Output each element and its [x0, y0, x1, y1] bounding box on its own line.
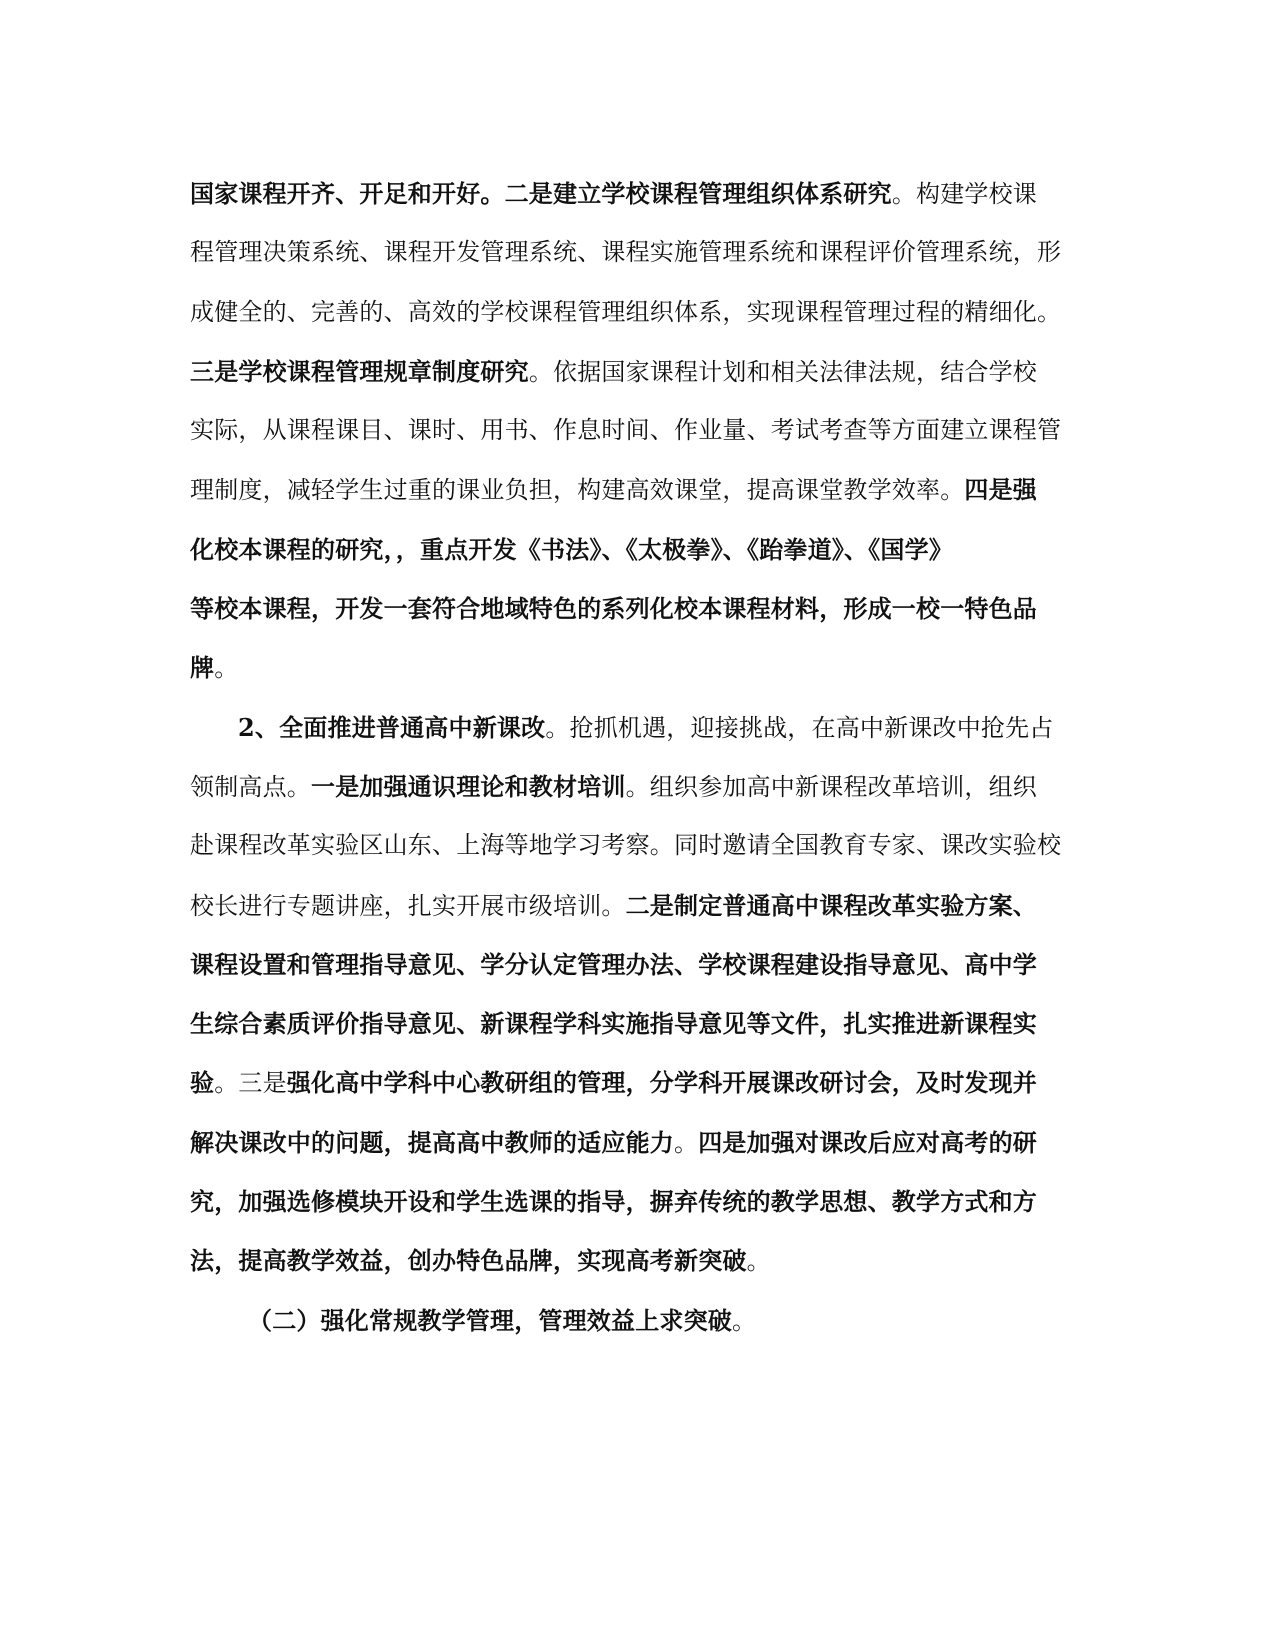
text-run: 。三是 — [214, 1069, 287, 1098]
text-run: 成健全的、完善的、高效的学校课程管理组织体系，实现课程管理过程的精细化。 — [190, 297, 1062, 326]
text-run: 课程设置和管理指导意见、学分认定管理办法、学校课程建设指导意见、高中学 — [190, 949, 1037, 979]
text-run: 四是强 — [964, 475, 1038, 505]
text-line-12 — [190, 816, 1088, 875]
text-line-15 — [190, 994, 1088, 1053]
text-line-9 — [190, 638, 1088, 697]
text-line-17 — [190, 1113, 1088, 1172]
text-run: 强化高中学科中心教研组的管理，分学科开展课改研讨会，及时发现并 — [286, 1068, 1038, 1098]
text-run: 。 — [674, 1128, 699, 1157]
text-run: 。 — [214, 654, 239, 683]
text-line-2 — [190, 223, 1088, 282]
text-line-6 — [190, 460, 1088, 519]
text-run: 。组织参加高中新课程改革培训，组织 — [625, 772, 1038, 801]
text-line-3 — [190, 283, 1088, 342]
text-run: 理制度，减轻学生过重的课业负担，构建高效课堂，提高课堂教学效率。 — [190, 476, 965, 505]
text-run: 化校本课程的研究，，重点开发《书法》、《太极拳》、《跆拳道》、《国学》 — [190, 534, 953, 564]
text-run: 验 — [190, 1068, 215, 1098]
text-run: 2、全面推进普通高中新课改 — [238, 712, 546, 742]
text-line-7 — [190, 520, 1088, 579]
text-run: 领制高点。 — [190, 772, 311, 801]
text-run: 。抢抓机遇，迎接挑战，在高中新课改中抢先占 — [545, 713, 1054, 742]
text-line-13 — [190, 876, 1088, 935]
text-run: 程管理决策系统、课程开发管理系统、课程实施管理系统和课程评价管理系统，形 — [190, 238, 1062, 267]
text-run: 四是加强对课改后应对高考的研 — [698, 1127, 1038, 1157]
text-line-16 — [190, 1053, 1088, 1112]
text-line-4 — [190, 342, 1088, 401]
text-line-1 — [190, 164, 1088, 223]
text-run: 一是加强通识理论和教材培训 — [311, 771, 626, 801]
document-body — [190, 164, 1088, 1350]
text-run: 等校本课程，开发一套符合地域特色的系列化校本课程材料，形成一校一特色品 — [190, 594, 1037, 624]
text-run: 二是制定普通高中课程改革实验方案、 — [625, 890, 1038, 920]
text-run: 法，提高教学效益，创办特色品牌，实现高考新突破 — [190, 1246, 747, 1276]
text-run: 三是学校课程管理规章制度研究 — [190, 356, 529, 386]
text-run: 究，加强选修模块开设和学生选课的指导，摒弃传统的教学思想、教学方式和方 — [190, 1187, 1037, 1217]
text-run: （二）强化常规教学管理，管理效益上求突破 — [248, 1305, 732, 1335]
text-run: 实际，从课程课目、课时、用书、作息时间、作业量、考试考查等方面建立课程管 — [190, 416, 1062, 445]
text-line-11 — [190, 757, 1088, 816]
text-line-19 — [190, 1231, 1088, 1290]
text-run: 解决课改中的问题，提高高中教师的适应能力 — [190, 1127, 674, 1157]
text-line-5 — [190, 401, 1088, 460]
text-line-8 — [190, 579, 1088, 638]
text-run: 校长进行专题讲座，扎实开展市级培训。 — [190, 891, 626, 920]
text-run: 牌 — [190, 653, 215, 683]
text-run: 赴课程改革实验区山东、上海等地学习考察。同时邀请全国教育专家、课改实验校 — [190, 831, 1062, 860]
section-heading — [190, 1291, 1088, 1350]
text-line-14 — [190, 935, 1088, 994]
text-line-10 — [190, 698, 1088, 757]
text-run: 。 — [746, 1247, 771, 1276]
text-run: 。依据国家课程计划和相关法律法规，结合学校 — [528, 357, 1038, 386]
text-run: 国家课程开齐、开足和开好。 — [190, 179, 505, 208]
text-run: 。构建学校课 — [891, 180, 1038, 208]
text-run: 。 — [732, 1306, 757, 1335]
text-line-18 — [190, 1172, 1088, 1231]
text-run: 二是建立学校课程管理组织体系研究 — [504, 179, 892, 208]
text-run: 生综合素质评价指导意见、新课程学科实施指导意见等文件，扎实推进新课程实 — [190, 1009, 1037, 1039]
